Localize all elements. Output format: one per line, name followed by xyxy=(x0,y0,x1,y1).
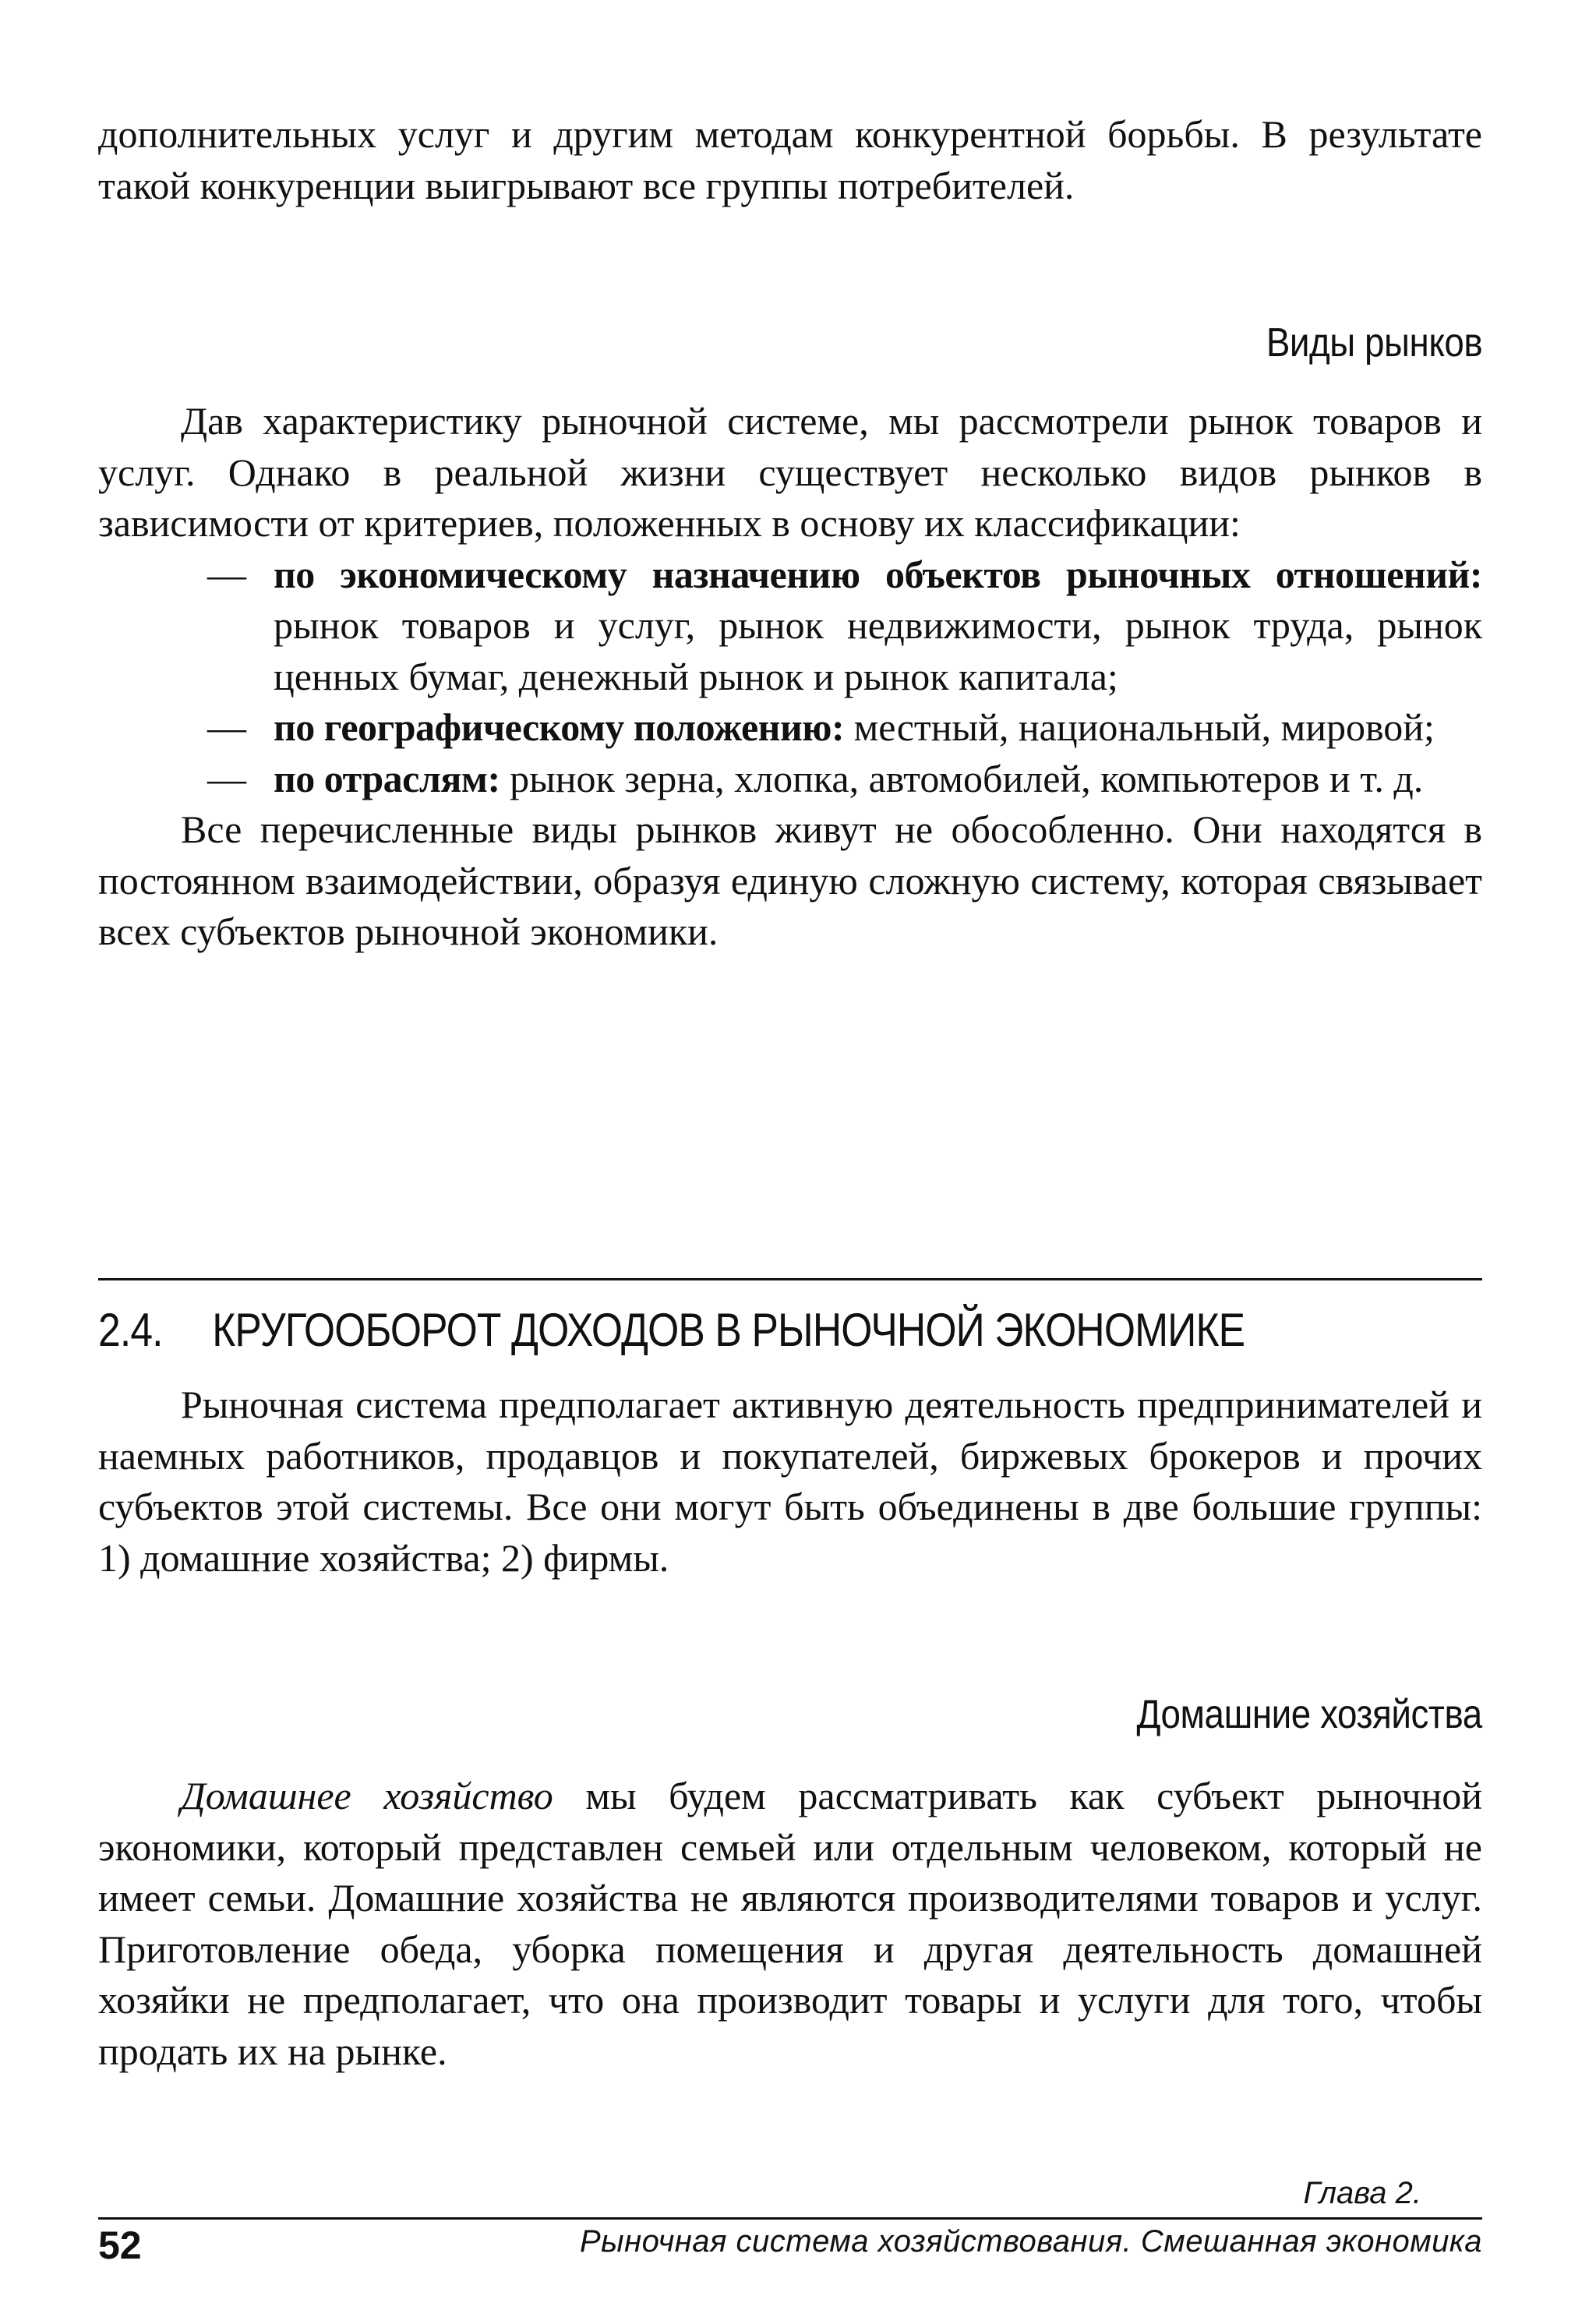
section-paragraph xyxy=(98,1379,1482,1584)
list-dash: — xyxy=(207,552,246,596)
subheading-households: Домашние хозяйства xyxy=(1136,1692,1482,1737)
section-block xyxy=(98,1379,1482,1584)
page-number: 52 xyxy=(98,2223,142,2267)
criterion-label: по отраслям: xyxy=(274,756,500,800)
section-title: КРУГООБОРОТ ДОХОДОВ В РЫНОЧНОЙ ЭКОНОМИКЕ xyxy=(212,1304,1245,1356)
section-heading xyxy=(98,1303,1245,1357)
households-paragraph xyxy=(98,1771,1482,2077)
market-types-paragraph xyxy=(98,396,1482,549)
criterion-label: по экономическому назначению объектов рыночных отношений: xyxy=(274,552,1482,596)
section-number: 2.4. xyxy=(98,1304,163,1356)
footer-divider xyxy=(98,2217,1482,2220)
criterion-label: по географическому положению: xyxy=(274,705,845,749)
list-item xyxy=(98,702,1482,754)
list-dash: — xyxy=(207,756,246,800)
classification-list xyxy=(98,549,1482,805)
interaction-paragraph xyxy=(98,804,1482,958)
list-dash: — xyxy=(207,705,246,749)
list-item xyxy=(98,549,1482,703)
subheading-market-types: Виды рынков xyxy=(1266,320,1482,366)
households-block xyxy=(98,1771,1482,2077)
term-household: Домашнее хозяйство xyxy=(181,1774,553,1817)
criterion-text: рынок товаров и услуг, рынок недвижимости, рынок труда, рынок ценных бумаг, денежный рынок и рынок капитала; xyxy=(274,603,1482,698)
running-footer-chapter: Глава 2. xyxy=(1303,2176,1421,2210)
interaction-text: Все перечисленные виды рынков живут не обособленно. Они находятся в постоянном взаимодействии, образуя единую сложную систему, которая связывает всех субъектов рыночной экономики. xyxy=(98,807,1482,953)
households-text: мы будем рассматривать как субъект рыночной экономики, который представлен семьей или отдельным человеком, который не имеет семьи. Домашние хозяйства не являются производителями товаров и услуг. Приготовление обеда, уборка помещения и другая деятельность домашней хозяйки не предполагает, что она производит товары и услуги для того, чтобы продать их на рынке. xyxy=(98,1774,1482,2073)
section-divider xyxy=(98,1278,1482,1280)
list-item xyxy=(98,754,1482,805)
market-types-text: Дав характеристику рыночной системе, мы рассмотрели рынок товаров и услуг. Однако в реальной жизни существует несколько видов рынков в зависимости от критериев, положенных в основу их классификации: xyxy=(98,399,1482,545)
section-paragraph-text: Рыночная система предполагает активную деятельность предпринимателей и наемных работников, продавцов и покупателей, биржевых брокеров и прочих субъектов этой системы. Все они могут быть объединены в две большие группы: 1) домашние хозяйства; 2) фирмы. xyxy=(98,1383,1482,1580)
criterion-text: рынок зерна, хлопка, автомобилей, компьютеров и т. д. xyxy=(500,756,1424,800)
criterion-text: местный, национальный, мировой; xyxy=(844,705,1435,749)
intro-paragraph: дополнительных услуг и другим методам конкурентной борьбы. В результате такой конкуренции выигрывают все группы потребителей. xyxy=(98,112,1482,207)
running-footer-title: Рыночная система хозяйствования. Смешанная экономика xyxy=(580,2224,1482,2259)
intro-block xyxy=(98,109,1482,211)
market-types-block xyxy=(98,396,1482,958)
